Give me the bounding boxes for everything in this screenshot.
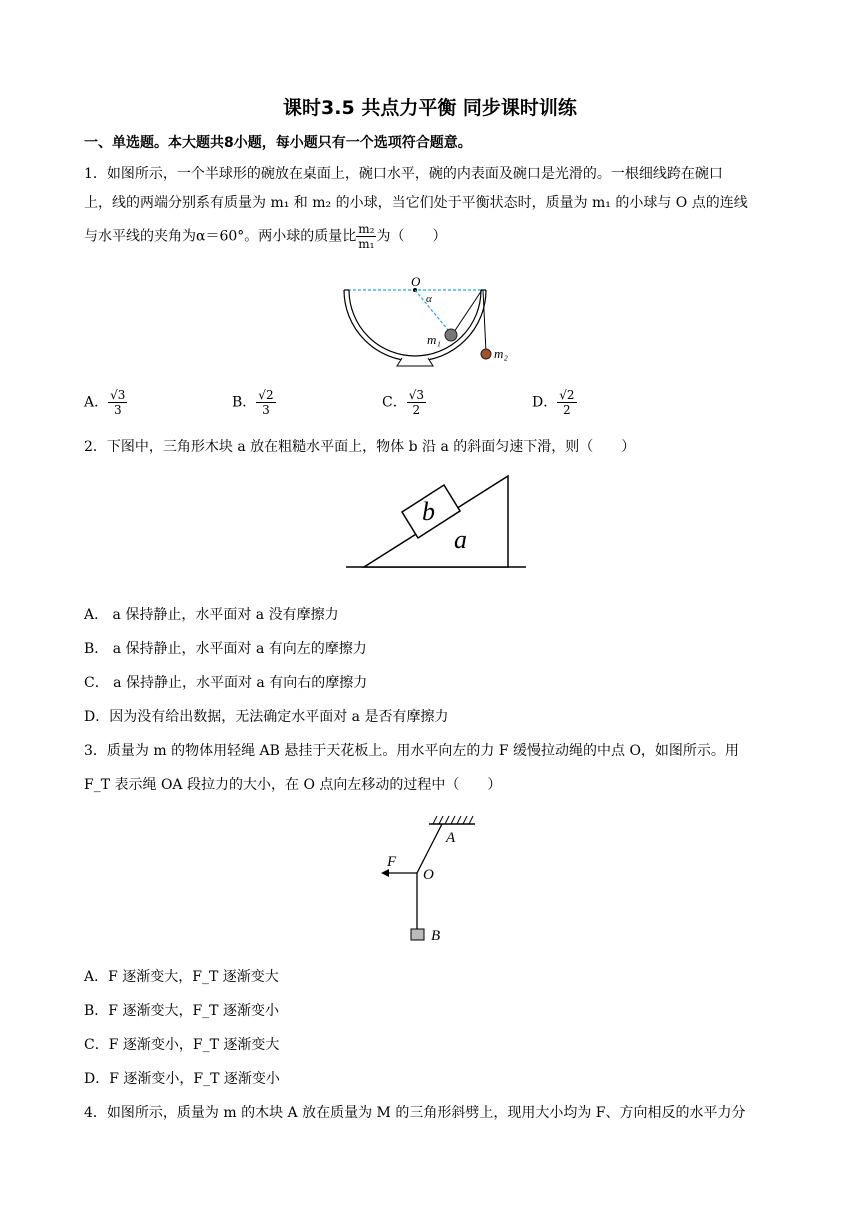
label-m1: m₁ (427, 332, 441, 347)
ball-m1 (445, 329, 457, 341)
q2-option-a: A． a 保持静止，水平面对 a 没有摩擦力 (84, 607, 339, 623)
label-alpha: α (426, 293, 432, 305)
label-F: F (387, 854, 397, 870)
q1-line-3-end: 为（ ） (376, 228, 447, 245)
q1-option-a: A． $\frac{√3}{3}$ (84, 388, 126, 417)
rope-OA (417, 824, 442, 873)
ball-m2 (481, 349, 491, 359)
q3-option-c: C．F 逐渐变小，F_T 逐渐变大 (84, 1037, 280, 1053)
force-arrowhead (381, 869, 389, 877)
q2-option-c: C． a 保持静止，水平面对 a 有向右的摩擦力 (84, 675, 368, 691)
label-B: B (431, 928, 441, 944)
q2-option-d: D．因为没有给出数据，无法确定水平面对 a 是否有摩擦力 (84, 709, 449, 725)
label-O: O (411, 274, 421, 289)
q1-option-c: C． $\frac{√3}{2}$ (382, 388, 424, 417)
rope-figure (375, 812, 485, 947)
option-fraction: $\frac{√2}{2}$ (559, 388, 575, 417)
option-fraction: $\frac{√2}{3}$ (258, 388, 274, 417)
q1-line-2: 上，线的两端分别系有质量为 m₁ 和 m₂ 的小球，当它们处于平衡状态时，质量为 m₁ 的小球与 O 点的连线 (84, 195, 748, 211)
q1-line-1: 1．如图所示，一个半球形的碗放在桌面上，碗口水平，碗的内表面及碗口是光滑的。一根细线跨在碗口 (84, 166, 723, 182)
weight-B (411, 929, 424, 940)
q1-line-3 (84, 222, 446, 251)
bowl-figure (340, 272, 530, 382)
fraction-numerator: m₂ (358, 222, 375, 236)
q2-option-b: B． a 保持静止，水平面对 a 有向左的摩擦力 (84, 641, 367, 657)
q3-option-b: B．F 逐渐变大，F_T 逐渐变小 (84, 1003, 279, 1019)
bowl-inner-edge (349, 290, 481, 356)
mass-ratio-fraction (356, 222, 376, 251)
label-m2: m₂ (494, 346, 508, 361)
q3-line-2: F_T 表示绳 OA 段拉力的大小，在 O 点向左移动的过程中（ ） (84, 777, 502, 793)
q1-option-b: B． $\frac{√2}{3}$ (232, 388, 274, 417)
fraction-denominator: m₁ (358, 237, 375, 251)
bowl-outer-edge (344, 290, 486, 361)
label-O: O (423, 867, 434, 883)
q3-option-d: D．F 逐渐变小，F_T 逐渐变小 (84, 1071, 280, 1087)
q1-option-d: D． $\frac{√2}{2}$ (532, 388, 575, 417)
option-fraction: $\frac{√3}{2}$ (408, 388, 424, 417)
page-title: 课时3.5 共点力平衡 同步课时训练 (283, 97, 577, 119)
option-fraction: $\frac{√3}{3}$ (110, 388, 126, 417)
q4-line-1: 4．如图所示，质量为 m 的木块 A 放在质量为 M 的三角形斜劈上，现用大小均为 F、方向相反的水平力分 (84, 1105, 746, 1121)
q2-line-1: 2．下图中，三角形木块 a 放在粗糙水平面上，物体 b 沿 a 的斜面匀速下滑，则（ ） (84, 439, 636, 455)
q3-option-a: A．F 逐渐变大，F_T 逐渐变大 (84, 969, 279, 985)
section-heading: 一、单选题。本大题共8小题，每小题只有一个选项符合题意。 (84, 135, 472, 151)
q3-line-1: 3．质量为 m 的物体用轻绳 AB 悬挂于天花板上。用水平向左的力 F 缓慢拉动绳的中点 O，如图所示。用 (84, 743, 739, 759)
label-a: a (454, 525, 467, 554)
bowl-stand (397, 358, 433, 366)
incline-figure (340, 470, 530, 572)
q1-line-3-text: 与水平线的夹角为α＝60°。两小球的质量比 (84, 228, 357, 245)
label-b: b (422, 497, 435, 526)
label-A: A (446, 830, 456, 846)
